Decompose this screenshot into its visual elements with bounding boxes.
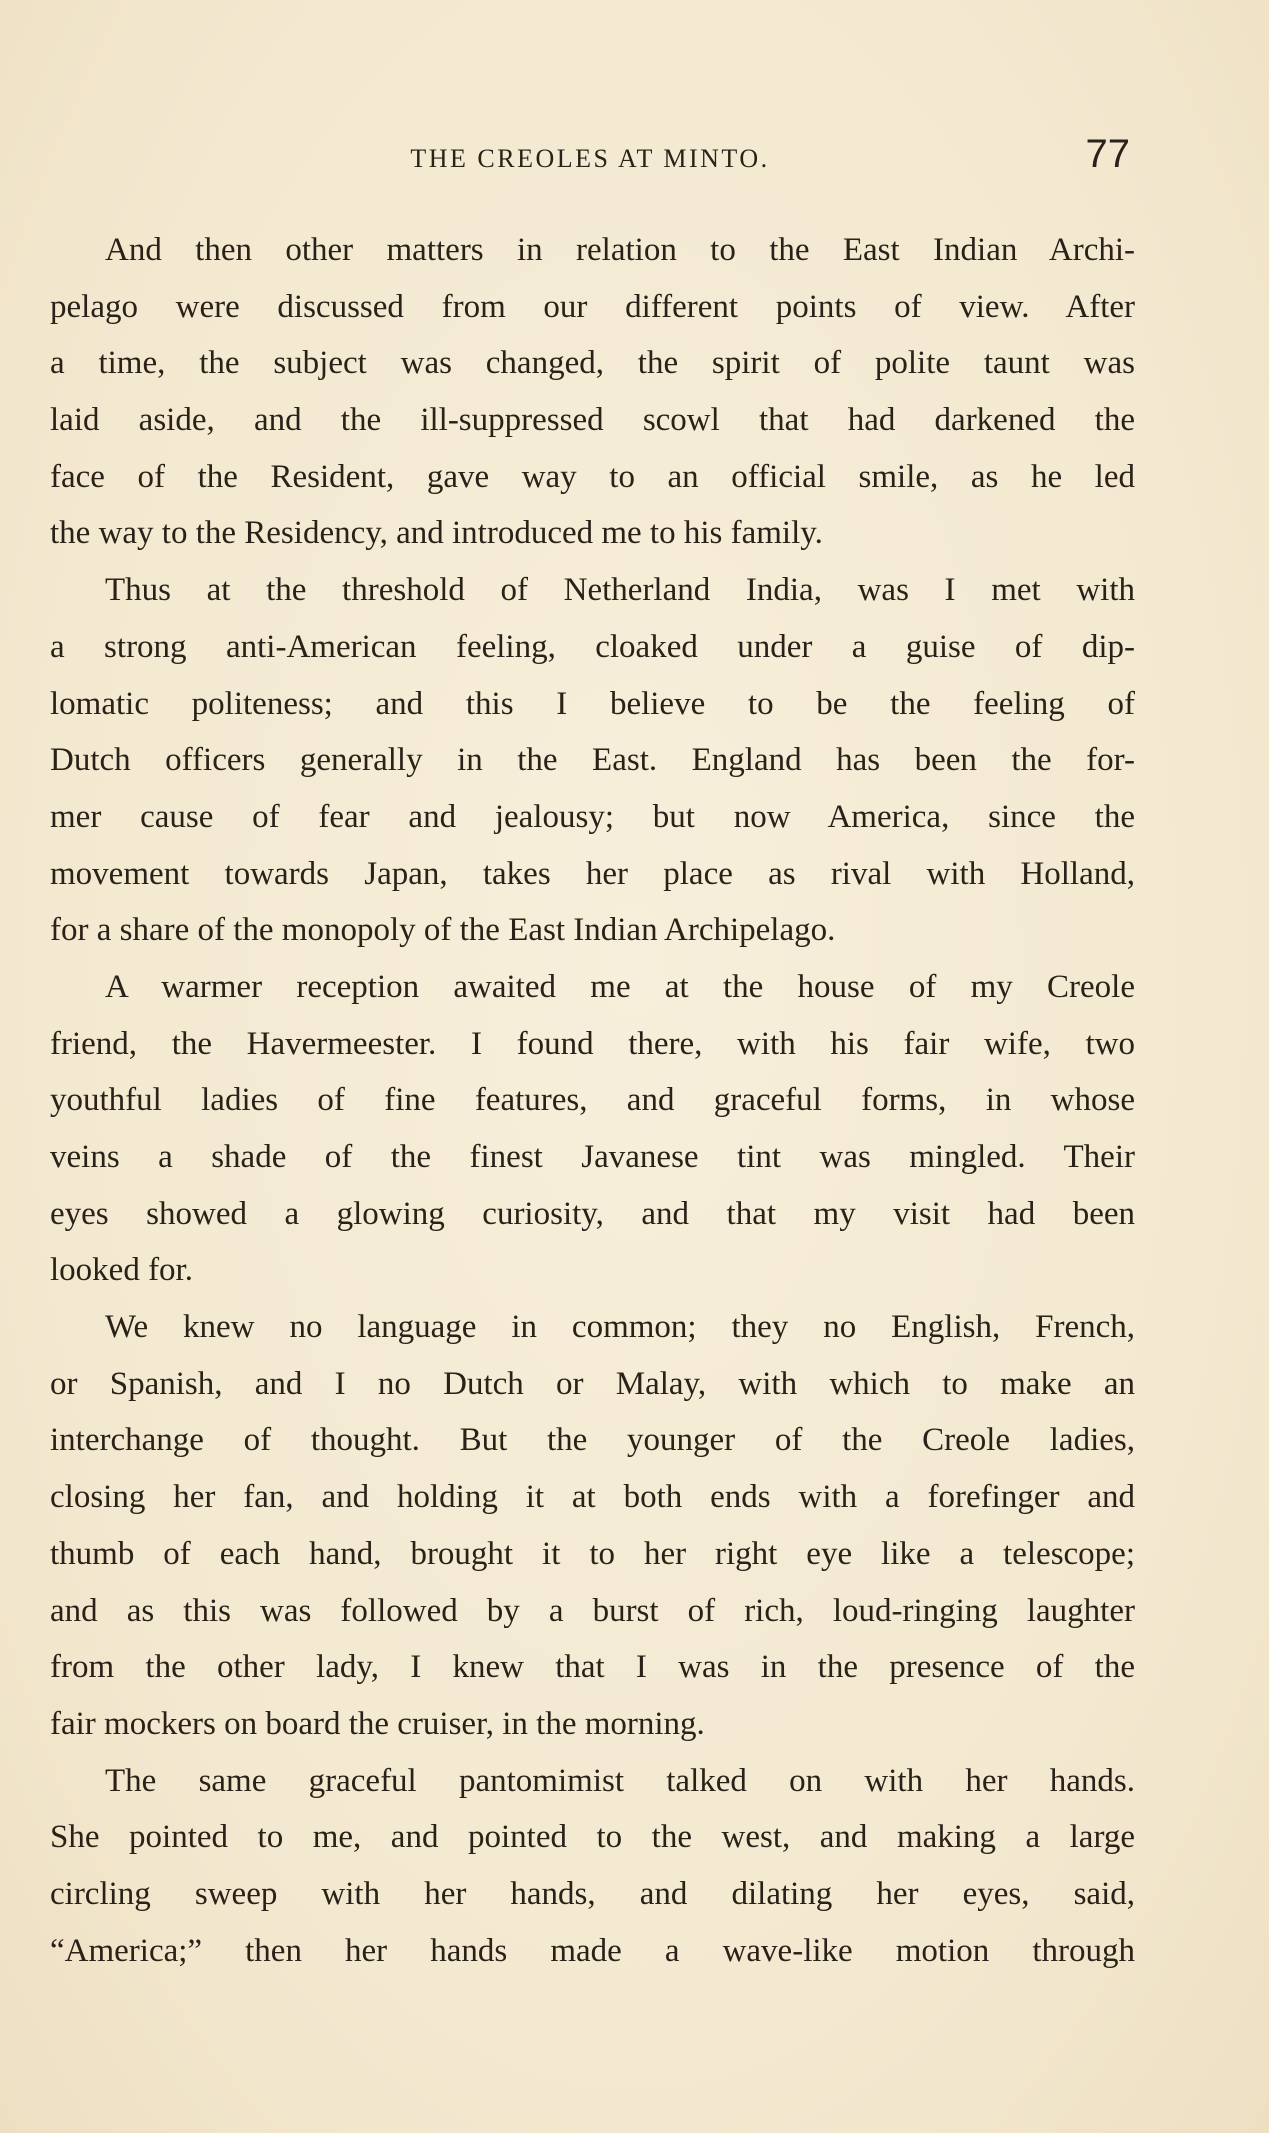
- running-title: THE CREOLES AT MINTO.: [410, 144, 770, 173]
- paragraph: [50, 959, 1135, 1299]
- text-line: fair mockers on board the cruiser, in the morning.: [50, 1705, 705, 1742]
- text-line: youthful ladies of fine features, and graceful forms, in whose: [50, 1082, 1135, 1119]
- paragraph: [50, 1299, 1135, 1753]
- text-line: from the other lady, I knew that I was in the presence of the: [50, 1649, 1135, 1686]
- text-line: A warmer reception awaited me at the house of my Creole: [105, 968, 1135, 1005]
- text-line: lomatic politeness; and this I believe to be the feeling of: [50, 685, 1135, 722]
- text-line: Thus at the threshold of Netherland India, was I met with: [105, 572, 1135, 609]
- text-line: a time, the subject was changed, the spirit of polite taunt was: [50, 345, 1135, 382]
- text-line: thumb of each hand, brought it to her right eye like a telescope;: [50, 1535, 1135, 1572]
- text-line: laid aside, and the ill-suppressed scowl that had darkened the: [50, 402, 1135, 439]
- text-line: eyes showed a glowing curiosity, and that my visit had been: [50, 1195, 1135, 1232]
- text-line: friend, the Havermeester. I found there, with his fair wife, two: [50, 1025, 1135, 1062]
- text-line: She pointed to me, and pointed to the west, and making a large: [50, 1819, 1135, 1856]
- text-line: interchange of thought. But the younger of the Creole ladies,: [50, 1422, 1135, 1459]
- paragraph: [50, 222, 1135, 562]
- text-line: closing her fan, and holding it at both ends with a forefinger and: [50, 1479, 1135, 1516]
- page-header: [50, 132, 1130, 182]
- text-line: veins a shade of the finest Javanese tint was mingled. Their: [50, 1139, 1135, 1175]
- text-line: face of the Resident, gave way to an official smile, as he led: [50, 458, 1135, 495]
- paragraph: [50, 1753, 1135, 1980]
- text-line: looked for.: [50, 1252, 193, 1289]
- text-line: We knew no language in common; they no English, French,: [105, 1309, 1135, 1346]
- text-line: for a share of the monopoly of the East Indian Archipelago.: [50, 912, 836, 949]
- text-line: The same graceful pantomimist talked on with her hands.: [105, 1762, 1135, 1799]
- text-line: pelago were discussed from our different points of view. After: [50, 288, 1135, 325]
- text-line: “America;” then her hands made a wave-like motion through: [50, 1932, 1135, 1969]
- text-line: the way to the Residency, and introduced me to his family.: [50, 515, 823, 552]
- text-line: Dutch officers generally in the East. England has been the for-: [50, 742, 1135, 779]
- page-number: 77: [1085, 132, 1130, 176]
- text-line: circling sweep with her hands, and dilating her eyes, said,: [50, 1875, 1135, 1912]
- text-line: and as this was followed by a burst of rich, loud-ringing laughter: [50, 1592, 1135, 1629]
- text-line: or Spanish, and I no Dutch or Malay, with which to make an: [50, 1365, 1135, 1402]
- text-line: mer cause of fear and jealousy; but now America, since the: [50, 798, 1135, 835]
- text-line: movement towards Japan, takes her place as rival with Holland,: [50, 855, 1135, 892]
- paragraph: [50, 562, 1135, 959]
- text-line: a strong anti-American feeling, cloaked under a guise of dip-: [50, 628, 1135, 665]
- body-text: [50, 222, 1135, 1979]
- text-line: And then other matters in relation to the East Indian Archi-: [105, 232, 1135, 268]
